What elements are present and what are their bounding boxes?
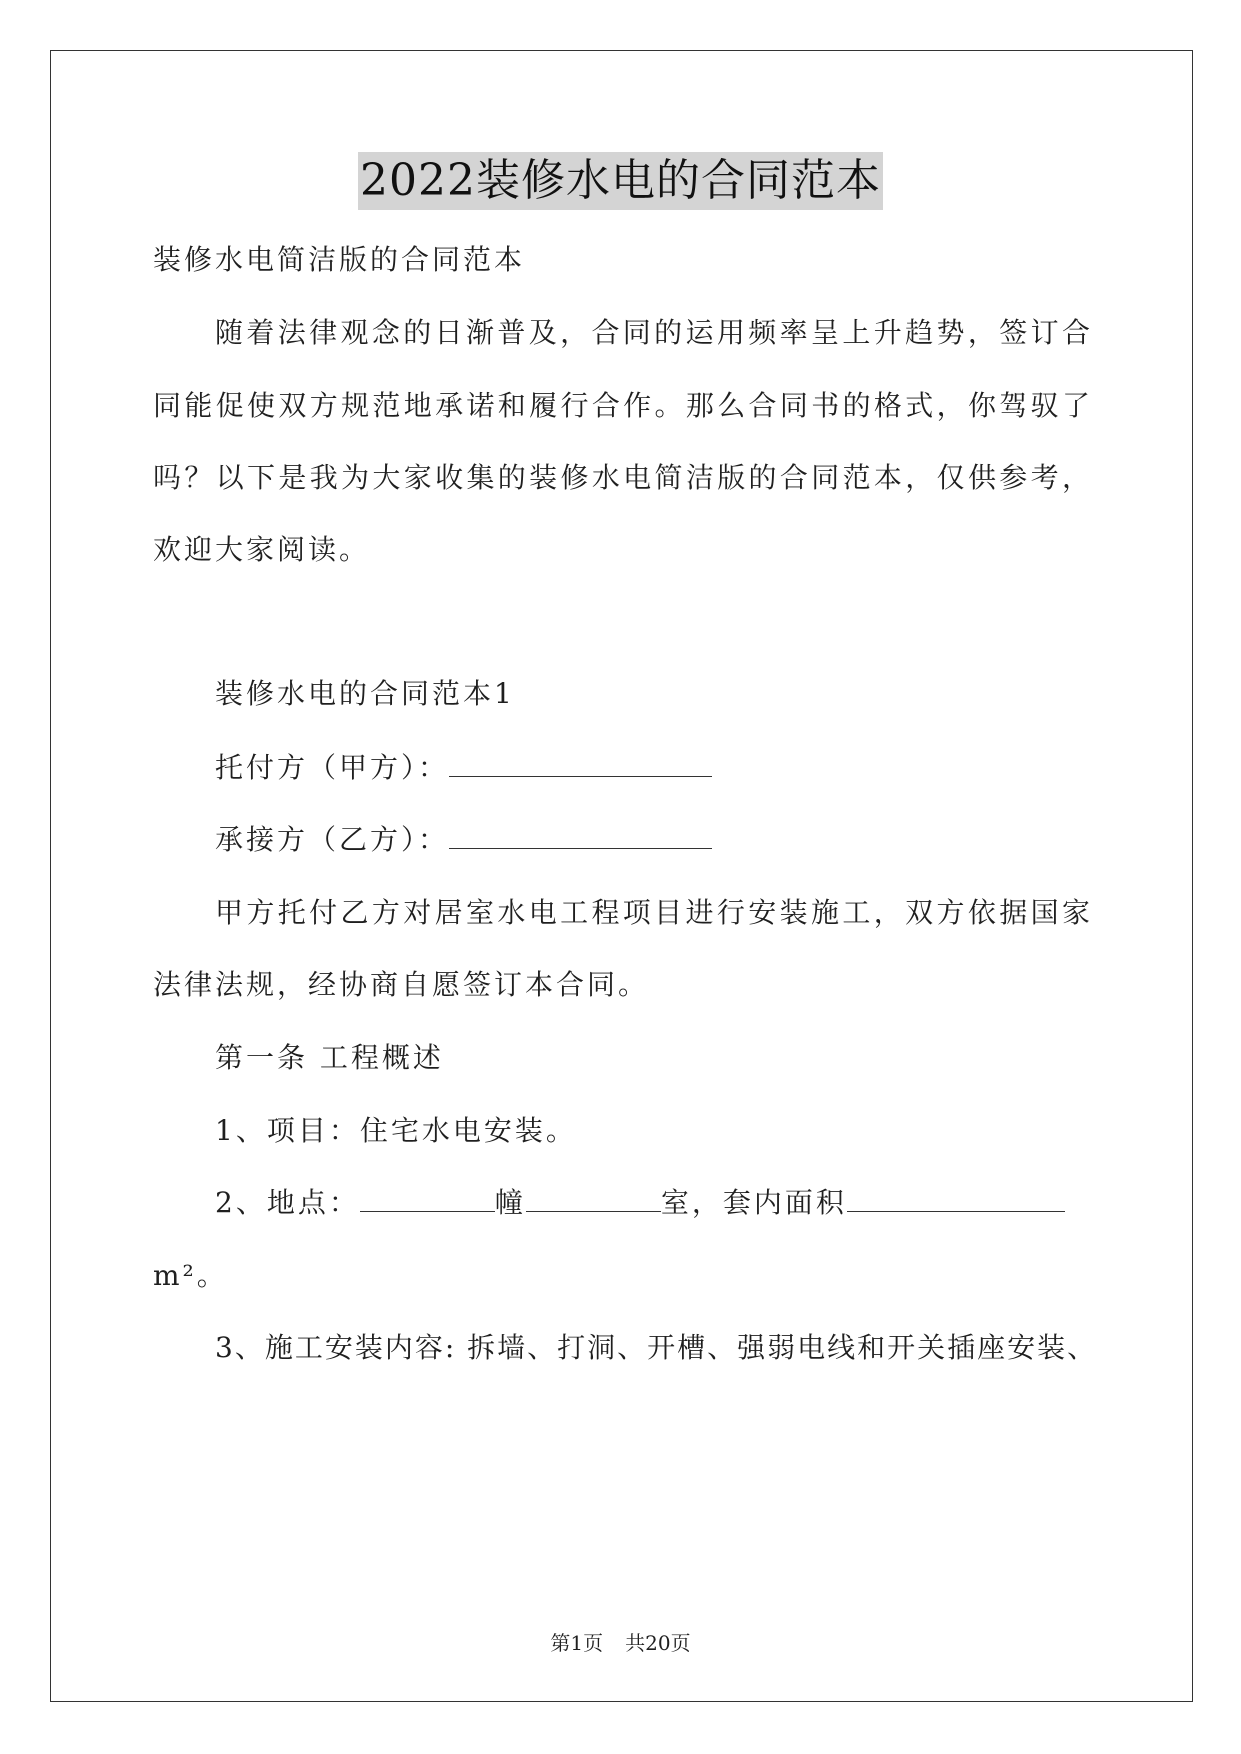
document-title: 2022装修水电的合同范本 — [358, 152, 883, 210]
building-label: 幢 — [494, 1186, 526, 1219]
section-title: 装修水电的合同范本1 — [215, 677, 515, 710]
building-blank — [360, 1189, 495, 1212]
item-1: 1、项目：住宅水电安装。 — [215, 1114, 577, 1147]
intro-line-1: 随着法律观念的日渐普及，合同的运用频率呈上升趋势，签订合 — [215, 316, 1090, 349]
room-area-label: 室，套内面积 — [660, 1186, 847, 1219]
area-blank — [847, 1189, 1065, 1212]
page-border — [50, 50, 1193, 1702]
party-a-line — [215, 750, 712, 786]
item-2-line — [215, 1185, 1065, 1221]
agreement-line-2: 法律法规，经协商自愿签订本合同。 — [153, 968, 650, 1001]
party-b-line — [215, 822, 712, 858]
party-a-label: 托付方（甲方）： — [215, 751, 450, 784]
article-1-title: 第一条 工程概述 — [215, 1041, 444, 1074]
party-a-blank — [449, 754, 712, 777]
intro-line-3: 吗？以下是我为大家收集的装修水电简洁版的合同范本，仅供参考， — [153, 461, 1090, 494]
title-wrap — [0, 152, 1241, 210]
page-footer — [0, 1630, 1241, 1656]
agreement-line-1: 甲方托付乙方对居室水电工程项目进行安装施工，双方依据国家 — [215, 896, 1090, 929]
item-2-unit: m²。 — [153, 1259, 228, 1292]
item-3: 3、施工安装内容: 拆墙、打洞、开槽、强弱电线和开关插座安装、 — [215, 1331, 1098, 1364]
page-number: 第1页 — [550, 1631, 604, 1655]
item-2-prefix: 2、地点： — [215, 1186, 360, 1219]
document-subtitle: 装修水电简洁版的合同范本 — [153, 243, 526, 276]
room-blank — [526, 1189, 661, 1212]
intro-line-4: 欢迎大家阅读。 — [153, 533, 371, 566]
intro-line-2: 同能促使双方规范地承诺和履行合作。那么合同书的格式，你驾驭了 — [153, 389, 1090, 422]
party-b-blank — [449, 826, 712, 849]
page-total: 共20页 — [625, 1631, 691, 1655]
party-b-label: 承接方（乙方）： — [215, 823, 450, 856]
